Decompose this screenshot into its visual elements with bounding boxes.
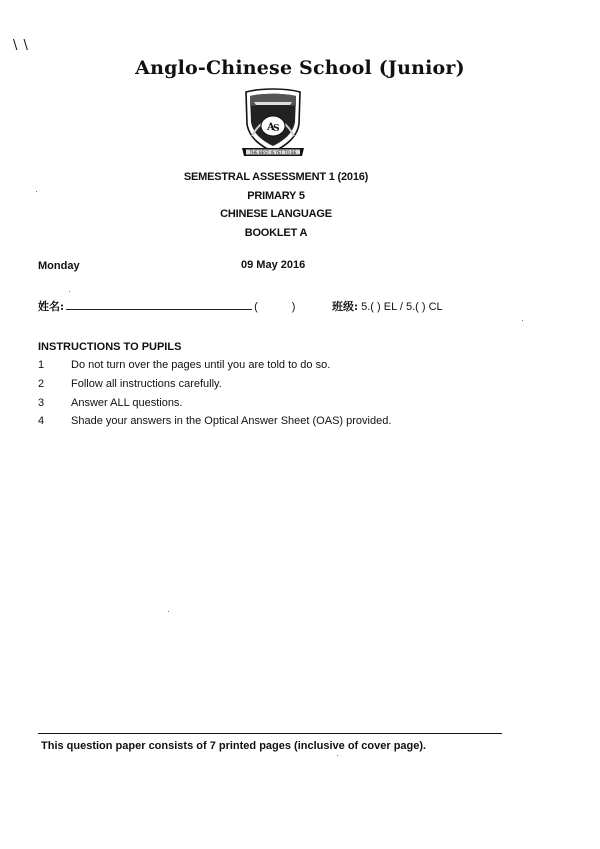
instruction-number: 1 <box>38 359 45 371</box>
class-slash: / <box>399 301 403 313</box>
name-blank[interactable] <box>66 299 252 310</box>
instruction-item <box>38 359 330 371</box>
scan-speck <box>69 291 70 292</box>
instruction-text: Follow all instructions carefully. <box>71 378 222 390</box>
instruction-item <box>38 397 183 409</box>
name-field-row <box>38 298 295 314</box>
class-field-row <box>332 298 443 314</box>
scan-speck <box>36 191 37 192</box>
instruction-number: 4 <box>38 415 45 427</box>
scan-speck <box>337 755 338 756</box>
svg-text:S: S <box>273 124 280 134</box>
class-label: 班级: <box>332 300 359 313</box>
name-label: 姓名: <box>38 300 65 313</box>
school-crest-icon <box>240 86 306 162</box>
instruction-text: Shade your answers in the Optical Answer Sheet (OAS) provided. <box>71 415 392 427</box>
subject-title: CHINESE LANGUAGE <box>220 208 332 220</box>
scan-speck <box>168 611 169 612</box>
instruction-number: 2 <box>38 378 45 390</box>
exam-day: Monday <box>38 260 80 272</box>
crest-motto: THE BEST IS YET TO BE <box>249 150 297 155</box>
assessment-title: SEMESTRAL ASSESSMENT 1 (2016) <box>183 171 369 183</box>
class-el[interactable]: 5.( ) EL <box>361 301 397 313</box>
class-cl[interactable]: 5.( ) CL <box>405 301 443 313</box>
instructions-title: INSTRUCTIONS TO PUPILS <box>38 341 182 353</box>
booklet-title: BOOKLET A <box>244 227 308 239</box>
svg-text:A: A <box>267 122 275 133</box>
instruction-number: 3 <box>38 397 45 409</box>
corner-mark: \ \ <box>13 38 29 53</box>
scan-speck <box>522 320 523 321</box>
exam-date: 09 May 2016 <box>241 259 306 271</box>
instruction-text: Answer ALL questions. <box>71 397 183 409</box>
page-count-note: This question paper consists of 7 printed pages (inclusive of cover page). <box>41 740 427 752</box>
footer-divider <box>38 733 502 734</box>
index-open-paren: ( <box>254 301 258 313</box>
instruction-item <box>38 378 222 390</box>
school-name: Anglo-Chinese School (Junior) <box>135 57 465 79</box>
level-title: PRIMARY 5 <box>247 190 305 202</box>
instruction-item <box>38 415 391 427</box>
instruction-text: Do not turn over the pages until you are told to do so. <box>71 359 331 371</box>
index-close-paren: ) <box>291 301 296 313</box>
